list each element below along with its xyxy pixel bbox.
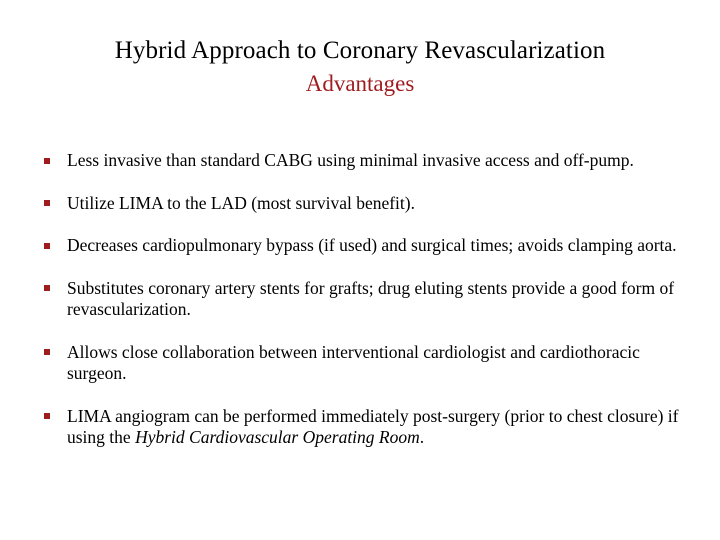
list-item-text: Substitutes coronary artery stents for grafts; drug eluting stents provide a good form of revascularization.	[67, 277, 675, 319]
page-title: Hybrid Approach to Coronary Revascularization	[114, 37, 606, 64]
page-subtitle: Advantages	[305, 71, 415, 96]
square-bullet-icon	[44, 285, 50, 291]
list-item-text-plain-tail: .	[419, 427, 425, 447]
square-bullet-icon	[44, 158, 50, 164]
list-item-text: Decreases cardiopulmonary bypass (if used) and surgical times; avoids clamping aorta.	[67, 235, 677, 255]
list-item-text	[67, 406, 688, 449]
bullet-list	[44, 150, 688, 449]
square-bullet-icon	[44, 349, 50, 355]
list-item	[44, 235, 688, 257]
list-item-text: Allows close collaboration between interventional cardiologist and cardiothoracic surgeon.	[67, 341, 640, 383]
list-item	[44, 342, 688, 385]
title-block	[0, 36, 720, 98]
list-item-text: Utilize LIMA to the LAD (most survival benefit).	[67, 192, 415, 213]
square-bullet-icon	[44, 413, 50, 419]
list-item	[44, 150, 688, 172]
square-bullet-icon	[44, 200, 50, 206]
list-item	[44, 193, 688, 215]
list-item-text-emphasis: Hybrid Cardiovascular Operating Room	[135, 427, 420, 447]
list-item-text-plain-lead: LIMA angiogram can be performed immediately post-surgery (prior to chest closure) if using the	[67, 405, 679, 447]
list-item-text: Less invasive than standard CABG using minimal invasive access and off-pump.	[67, 150, 634, 170]
list-item	[44, 278, 688, 321]
square-bullet-icon	[44, 243, 50, 249]
list-item	[44, 406, 688, 449]
